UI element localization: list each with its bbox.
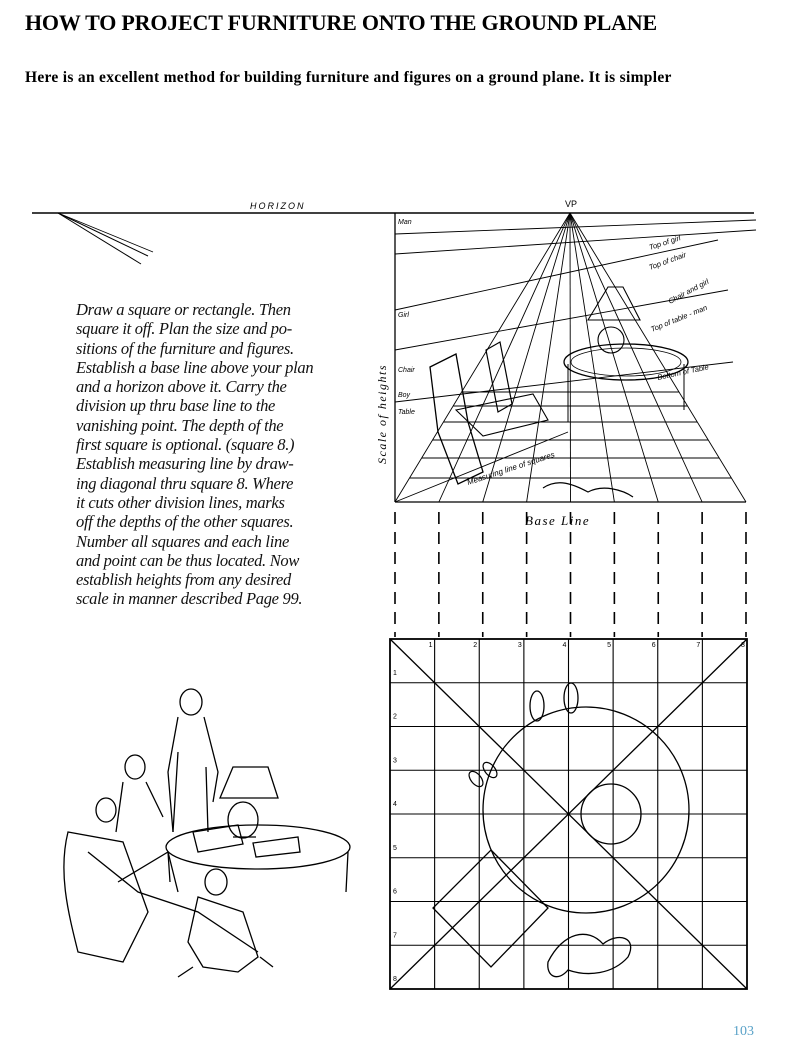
intro-paragraph: Here is an excellent method for building furniture and figures on a ground plane. It is simpler — [25, 69, 672, 86]
horizon-label: HORIZON — [250, 201, 306, 211]
instruction-line: Establish measuring line by draw- — [76, 454, 294, 474]
family-illustration — [64, 689, 350, 977]
instruction-line: sitions of the furniture and figures. — [76, 338, 294, 358]
plan-column-number: 1 — [428, 642, 433, 649]
instruction-line: and point can be thus located. Now — [76, 550, 300, 570]
instructions-text — [76, 300, 361, 609]
boy-plan — [548, 934, 631, 976]
plan-row-number: 7 — [393, 932, 397, 940]
vanishing-ray — [570, 213, 658, 502]
height-mark-label: Table — [398, 409, 415, 416]
base-line-label: Base Line — [525, 513, 591, 528]
plan-row-number: 8 — [393, 976, 397, 983]
chair-plan — [433, 850, 548, 967]
plan-column-number: 7 — [696, 642, 701, 649]
plan-column-number: 3 — [517, 642, 522, 649]
vanishing-ray — [570, 213, 571, 502]
height-line-label: Top of chair — [647, 250, 688, 272]
plan-grid — [390, 639, 747, 989]
height-line-label: Chair and girl — [666, 276, 711, 306]
scale-label: Scale of heights — [375, 364, 389, 464]
instruction-line: off the depths of the other squares. — [76, 512, 294, 532]
plan-column-number: 5 — [607, 642, 612, 649]
instruction-line: and a horizon above it. Carry the — [76, 377, 287, 397]
plan-column-number: 6 — [651, 642, 656, 649]
instruction-line: scale in manner described Page 99. — [76, 589, 303, 609]
page-title: HOW TO PROJECT FURNITURE ONTO THE GROUND PLANE — [25, 10, 657, 35]
height-mark-label: Boy — [398, 392, 411, 399]
plan-row-number: 3 — [393, 757, 397, 765]
height-line-label: Bottom of Table — [656, 362, 710, 382]
plan-column-number: 4 — [562, 642, 567, 649]
instruction-line: first square is optional. (square 8.) — [76, 435, 295, 455]
height-mark-label: Girl — [398, 312, 409, 319]
perspective-illustration — [28, 192, 758, 1004]
instruction-line: vanishing point. The depth of the — [76, 415, 284, 435]
vp-label: VP — [565, 199, 578, 209]
vanishing-ray — [570, 213, 746, 502]
measuring-line-label: Measuring line of squares — [465, 450, 556, 487]
instruction-line: ing diagonal thru square 8. Where — [76, 473, 294, 493]
instruction-line: square it off. Plan the size and po- — [76, 319, 292, 339]
plan-column-number: 8 — [741, 642, 745, 649]
plan-row-number: 1 — [393, 669, 397, 677]
instruction-line: Number all squares and each line — [76, 531, 289, 551]
plan-column-number: 2 — [473, 642, 478, 649]
plan-row-number: 5 — [393, 844, 397, 852]
vanishing-ray — [570, 213, 614, 502]
instruction-line: Draw a square or rectangle. Then — [76, 300, 291, 319]
instruction-line: division up thru base line to the — [76, 396, 276, 416]
plan-row-number: 4 — [393, 801, 397, 808]
plan-row-number: 2 — [393, 713, 397, 721]
plan-row-number: 6 — [393, 888, 397, 896]
instruction-line: it cuts other division lines, marks — [76, 492, 285, 512]
instruction-line: establish heights from any desired — [76, 570, 291, 590]
instruction-line: Establish a base line above your plan — [76, 357, 314, 377]
height-line-label: Top of girl — [647, 233, 682, 252]
page-number: 103 — [733, 1024, 754, 1039]
height-mark-label: Man — [398, 219, 412, 226]
height-line-label: Top of table - man — [649, 302, 709, 334]
height-mark-label: Chair — [398, 367, 415, 374]
